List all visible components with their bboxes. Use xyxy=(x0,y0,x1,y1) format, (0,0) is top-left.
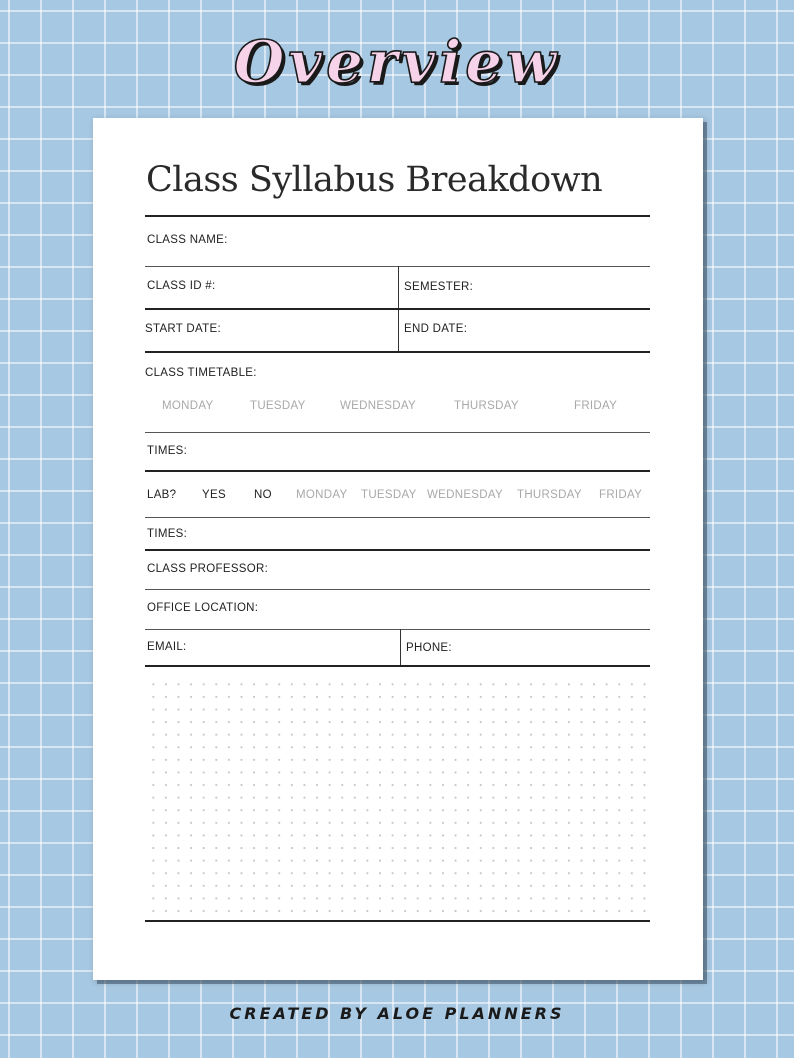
start-date-label: START DATE: xyxy=(145,323,221,335)
notes-bottom-line xyxy=(145,920,650,922)
phone-label: PHONE: xyxy=(406,642,452,654)
professor-line[interactable] xyxy=(145,589,650,590)
timetable-day-tuesday[interactable]: TUESDAY xyxy=(250,400,306,412)
lab-day-wednesday[interactable]: WEDNESDAY xyxy=(427,489,503,501)
lab-yes-option[interactable]: YES xyxy=(202,489,226,501)
class-id-line[interactable] xyxy=(145,308,650,310)
class-name-label: CLASS NAME: xyxy=(147,234,228,246)
lab-day-friday[interactable]: FRIDAY xyxy=(599,489,643,501)
office-location-label: OFFICE LOCATION: xyxy=(147,602,259,614)
lab-no-option[interactable]: NO xyxy=(254,489,272,501)
lab-times-line[interactable] xyxy=(145,549,650,551)
class-id-label: CLASS ID #: xyxy=(147,280,216,292)
email-phone-divider xyxy=(400,629,401,666)
title-divider xyxy=(145,215,650,217)
lab-label: LAB? xyxy=(147,489,177,501)
dates-line[interactable] xyxy=(145,351,650,353)
timetable-line xyxy=(145,432,650,433)
times-line[interactable] xyxy=(145,470,650,472)
timetable-day-wednesday[interactable]: WEDNESDAY xyxy=(340,400,416,412)
timetable-day-thursday[interactable]: THURSDAY xyxy=(454,400,519,412)
class-professor-label: CLASS PROFESSOR: xyxy=(147,563,269,575)
lab-line xyxy=(145,517,650,518)
dot-grid-notes-area[interactable] xyxy=(145,676,650,916)
footer-credit: CREATED BY ALOE PLANNERS xyxy=(229,1004,565,1023)
office-line[interactable] xyxy=(145,629,650,630)
times-label: TIMES: xyxy=(147,445,188,457)
timetable-day-friday[interactable]: FRIDAY xyxy=(574,400,618,412)
lab-day-thursday[interactable]: THURSDAY xyxy=(517,489,582,501)
timetable-day-monday[interactable]: MONDAY xyxy=(162,400,214,412)
semester-label: SEMESTER: xyxy=(404,281,474,293)
lab-day-monday[interactable]: MONDAY xyxy=(296,489,348,501)
page-banner-title: Overview xyxy=(233,28,561,96)
contact-line[interactable] xyxy=(145,665,650,667)
email-label: EMAIL: xyxy=(147,641,187,653)
end-date-label: END DATE: xyxy=(404,323,468,335)
class-timetable-label: CLASS TIMETABLE: xyxy=(145,367,257,379)
sheet-title: Class Syllabus Breakdown xyxy=(146,160,603,200)
lab-day-tuesday[interactable]: TUESDAY xyxy=(361,489,417,501)
lab-times-label: TIMES: xyxy=(147,528,188,540)
syllabus-sheet xyxy=(93,118,703,980)
